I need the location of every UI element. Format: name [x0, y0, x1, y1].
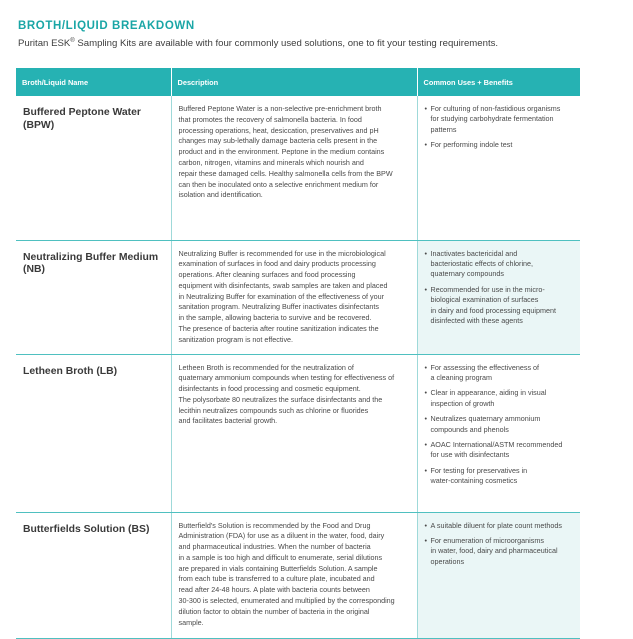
description-line: are prepared in vials containing Butterfields Solution. A sample [178, 563, 378, 573]
description-line: isolation and identification. [178, 190, 263, 200]
bullet-icon: • [424, 362, 428, 372]
description-text [179, 363, 411, 428]
table-row-lb [16, 354, 580, 512]
broth-name [23, 363, 165, 379]
cell-name [16, 512, 171, 638]
use-item-line: For performing indole test [430, 140, 513, 150]
use-item-line: For testing for preservatives in [430, 465, 528, 475]
description-line: from each tube is transferred to a culture plate, incubated and [178, 574, 375, 584]
table-body [16, 96, 580, 638]
registered-mark: ® [70, 37, 75, 44]
description-line: Neutralizing Buffer is recommended for use in the microbiological [178, 248, 386, 258]
table-row-bpw [16, 96, 580, 240]
use-item [425, 466, 575, 487]
description-line: The presence of bacteria after routine sanitization indicates the [178, 324, 379, 334]
description-line: changes may sub-lethally damage bacteria cells present in the [178, 136, 378, 146]
cell-description [171, 96, 417, 240]
use-item [425, 249, 575, 280]
table-row-bs [16, 512, 580, 638]
description-line: examination of surfaces in food and dairy products processing [178, 259, 376, 269]
cell-description [171, 512, 417, 638]
description-line: sanitization program is not effective. [178, 334, 294, 344]
column-header-description: Description [171, 68, 417, 96]
use-item-line: For enumeration of microorganisms [430, 535, 544, 545]
bullet-icon: • [424, 414, 428, 424]
use-item-line: Recommended for use in the micro- [430, 284, 545, 294]
use-item-line: patterns [430, 124, 457, 134]
use-item [425, 388, 575, 409]
broth-name-line: Neutralizing Buffer Medium [23, 251, 159, 263]
broth-name [23, 521, 165, 537]
bullet-icon: • [424, 248, 428, 258]
description-line: in the sample, allowing bacteria to survive and be recovered. [178, 313, 372, 323]
description-line: operations. After cleaning surfaces and food processing [178, 270, 356, 280]
description-line: Administration (FDA) for use as a diluent in the water, food, dairy [178, 531, 385, 541]
description-text [179, 249, 411, 346]
use-item-line: bacteriostatic effects of chlorine, [430, 258, 534, 268]
use-item-line: operations [430, 556, 465, 566]
cell-uses [417, 354, 580, 512]
cell-name [16, 354, 171, 512]
use-item-line: AOAC International/ASTM recommended [430, 439, 563, 449]
description-line: processing operations, heat, desiccation, preservatives and pH [178, 125, 379, 135]
use-item-line: for studying carbohydrate fermentation [430, 114, 554, 124]
bullet-icon: • [424, 104, 428, 113]
description-line: and facilitates bacterial growth. [178, 416, 278, 426]
description-line: in a sample is too high and difficult to enumerate, serial dilutions [178, 552, 383, 562]
use-item-line: in water, food, dairy and pharmaceutical [430, 546, 558, 556]
table-row-nb [16, 240, 580, 354]
description-line: Butterfield's Solution is recommended by the Food and Drug [178, 520, 371, 530]
broth-name-line: (BPW) [23, 119, 55, 131]
use-item [425, 104, 575, 135]
bullet-icon: • [424, 140, 428, 150]
description-text [179, 104, 411, 201]
bullet-icon: • [424, 284, 428, 294]
broth-name-line: Letheen Broth (LB) [23, 365, 118, 377]
table-header-row [16, 68, 580, 96]
use-item [425, 140, 575, 150]
use-item-line: A suitable diluent for plate count methods [430, 520, 562, 530]
broth-name-line: (NB) [23, 264, 45, 276]
broth-name-line: Buffered Peptone Water [23, 107, 141, 118]
cell-uses [417, 512, 580, 638]
broth-name-line: Butterfields Solution (BS) [23, 523, 150, 535]
use-item-line: For assessing the effectiveness of [430, 362, 540, 372]
broth-breakdown-table [16, 68, 580, 639]
description-line: read after 24-48 hours. A plate with bacteria counts between [178, 585, 370, 595]
broth-name [23, 104, 165, 132]
bullet-icon: • [424, 439, 428, 449]
use-item-line: water-containing cosmetics [430, 476, 518, 486]
description-line: Buffered Peptone Water is a non-selective pre-enrichment broth [178, 104, 382, 113]
column-header-uses: Common Uses + Benefits [417, 68, 580, 96]
use-item-line: For culturing of non-fastidious organisms [430, 104, 561, 113]
description-line: repair these damaged cells. Healthy salmonella cells from the BPW [178, 168, 393, 178]
description-line: can then be inoculated onto a selective enrichment medium for [178, 179, 379, 189]
description-line: equipment with disinfectants, swab samples are taken and placed [178, 280, 388, 290]
description-line: that promotes the recovery of salmonella bacteria. In food [178, 114, 362, 124]
cell-description [171, 354, 417, 512]
use-item-line: Clear in appearance, aiding in visual [430, 388, 547, 398]
use-item-line: Neutralizes quaternary ammonium [430, 414, 541, 424]
bullet-icon: • [424, 465, 428, 475]
use-item [425, 440, 575, 461]
cell-name [16, 96, 171, 240]
bullet-icon: • [424, 520, 428, 530]
description-line: disinfectants in food processing and cosmetic equipment. [178, 384, 361, 394]
description-line: in Neutralizing Buffer for examination of the effectiveness of your [178, 291, 384, 301]
use-item-line: compounds and phenols [430, 424, 509, 434]
use-item-line: Inactivates bactericidal and [430, 248, 518, 258]
use-item-line: disinfected with these agents [430, 315, 523, 325]
subtitle-text: Sampling Kits are available with four commonly used solutions, one to fit your testing requirements. [74, 38, 499, 49]
description-line: quaternary ammonium compounds when testing for effectiveness of [178, 373, 395, 383]
description-line: 30-300 is selected, enumerated and multiplied by the corresponding [178, 596, 395, 606]
description-line: sample. [178, 617, 204, 627]
description-line: Letheen Broth is recommended for the neutralization of [178, 362, 354, 372]
description-line: lecithin neutralizes compounds such as chlorine or fluorides [178, 405, 369, 415]
description-text [179, 521, 411, 629]
use-item [425, 363, 575, 384]
description-line: sanitation program. Neutralizing Buffer inactivates disinfectants [178, 302, 379, 312]
description-line: The polysorbate 80 neutralizes the surface disinfectants and the [178, 394, 383, 404]
cell-name [16, 240, 171, 354]
section-heading: BROTH/LIQUID BREAKDOWN [18, 20, 195, 32]
broth-name [23, 249, 165, 277]
use-item [425, 521, 575, 531]
cell-uses [417, 96, 580, 240]
section-subtitle [18, 38, 498, 49]
description-line: dilution factor to obtain the number of bacteria in the original [178, 606, 370, 616]
description-line: product and in the environment. Peptone in the medium contains [178, 147, 385, 157]
cell-uses [417, 240, 580, 354]
use-item [425, 285, 575, 327]
subtitle-brand: Puritan ESK [18, 38, 71, 49]
use-item [425, 414, 575, 435]
use-item-line: biological examination of surfaces [430, 295, 539, 305]
use-item-line: a cleaning program [430, 372, 493, 382]
use-item [425, 536, 575, 567]
use-item-line: in dairy and food processing equipment [430, 305, 556, 315]
bullet-icon: • [424, 388, 428, 398]
description-line: carbon, nitrogen, vitamins and minerals which nourish and [178, 157, 364, 167]
column-header-name: Broth/Liquid Name [16, 68, 171, 96]
use-item-line: quaternary compounds [430, 269, 505, 279]
bullet-icon: • [424, 535, 428, 545]
use-item-line: for use with disinfectants [430, 450, 510, 460]
description-line: and pharmaceutical industries. When the number of bacteria [178, 542, 371, 552]
cell-description [171, 240, 417, 354]
use-item-line: inspection of growth [430, 398, 495, 408]
